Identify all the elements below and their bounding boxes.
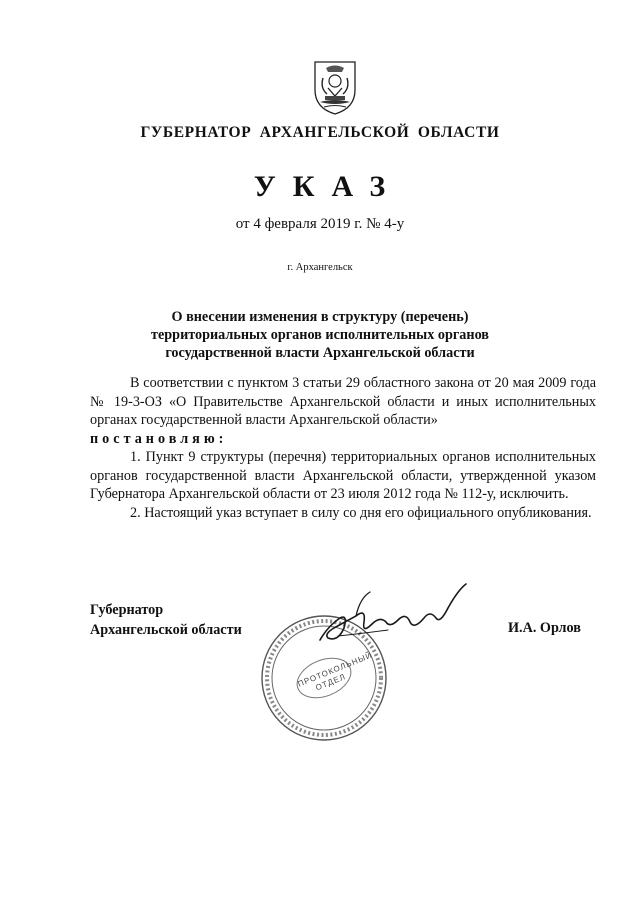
document-type: УКАЗ xyxy=(253,170,403,203)
stamp-text: ПРОТОКОЛЬНЫЙ ОТДЕЛ xyxy=(296,650,374,693)
issuing-authority: ГУБЕРНАТОР АРХАНГЕЛЬСКОЙ ОБЛАСТИ xyxy=(140,124,500,141)
title-line-3: государственной власти Архангельской области xyxy=(165,345,475,361)
document-date-number: от 4 февраля 2019 г. № 4-у xyxy=(235,216,405,232)
signatory-name: И.А. Орлов xyxy=(508,620,581,636)
document-body xyxy=(90,374,596,522)
decree-word: постановляю: xyxy=(90,430,228,447)
signatory-position xyxy=(90,600,242,640)
coat-of-arms-icon xyxy=(312,60,358,116)
title-line-1: О внесении изменения в структуру (перечень) xyxy=(171,309,469,325)
item-1-paragraph: 1. Пункт 9 структуры (перечня) территориальных органов исполнительных органов государственной власти Архангельской области, утвержденной указом Губернатора Архангельской области от 23 июля 2012 года № 112-у, исключить. xyxy=(90,449,596,502)
position-line-1: Губернатор xyxy=(90,602,164,618)
handwritten-signature xyxy=(298,578,478,658)
position-line-2: Архангельской области xyxy=(90,622,242,638)
document-title xyxy=(120,308,520,362)
document-city: г. Архангельск xyxy=(287,262,353,273)
title-line-2: территориальных органов исполнительных органов xyxy=(151,327,489,343)
item-2-paragraph: 2. Настоящий указ вступает в силу со дня его официального опубликования. xyxy=(130,504,592,521)
preamble-paragraph: В соответствии с пунктом 3 статьи 29 областного закона от 20 мая 2009 года № 19-3-ОЗ «О Правительстве Архангельской области и иных исполнительных органах государственной власти Архангельской области» xyxy=(90,375,596,428)
